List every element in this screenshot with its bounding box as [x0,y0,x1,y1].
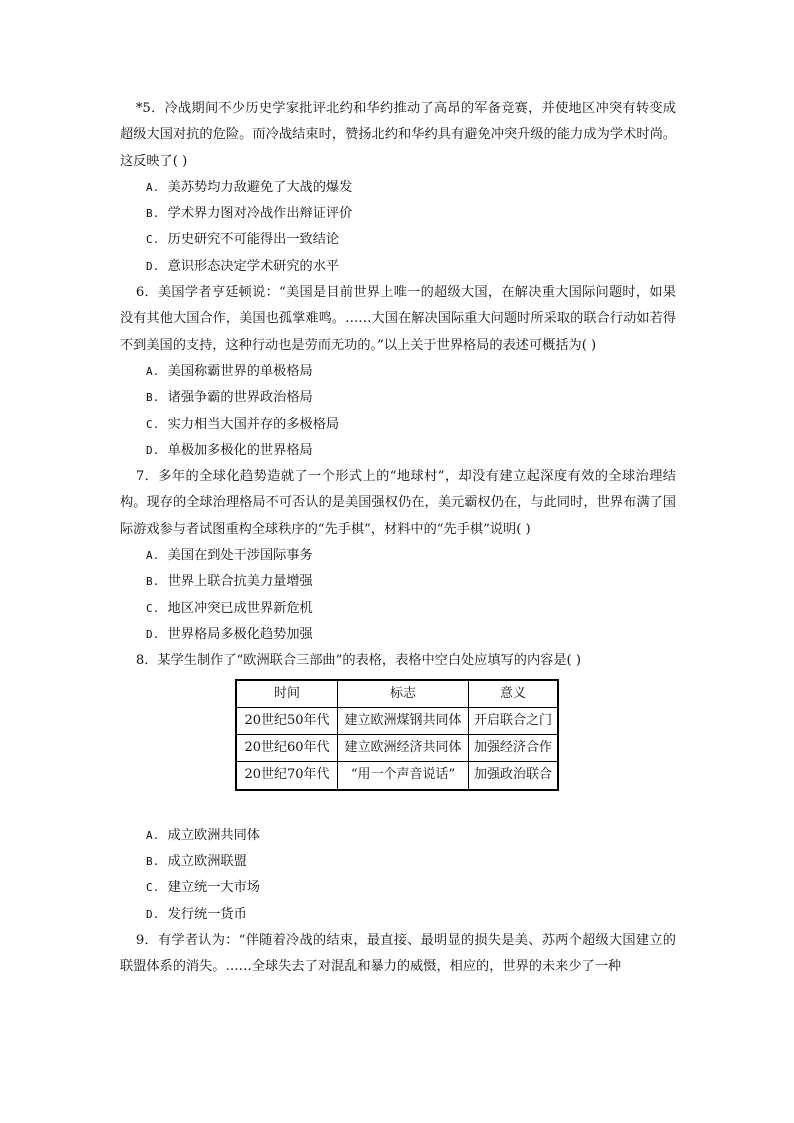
question-8-option-c: C. 建立统一大市场 [146,880,260,896]
question-9 [120,928,676,981]
table-row [236,735,558,762]
question-8-option-a: A. 成立欧洲共同体 [146,827,260,843]
table-cell: 加强政治联合 [469,762,559,790]
question-7-option-d: D. 世界格局多极化趋势加强 [146,626,313,642]
table-cell: 建立欧洲经济共同体 [338,735,469,762]
question-7-option-b: B. 世界上联合抗美力量增强 [146,574,313,590]
table-cell: 20世纪70年代 [236,762,338,790]
question-6-option-a: A. 美国称霸世界的单极格局 [146,363,313,379]
table-cell: “用一个声音说话” [338,762,469,790]
question-8-stem: 8．某学生制作了“欧洲联合三部曲”的表格，表格中空白处应填写的内容是( ) [135,653,581,669]
question-6-stem: 6．美国学者亨廷顿说：“美国是目前世界上唯一的超级大国，在解决重大国际问题时，如果没有其他大国合作，美国也孤掌难鸣。……大国在解决国际重大问题时所采取的联合行动如若得不到美国的支持，这种行动也是劳而无功的。”以上关于世界格局的表述可概括为( ) [120,285,676,353]
question-5 [120,96,676,280]
question-7-option-c: C. 地区冲突已成世界新危机 [146,600,313,616]
question-6 [120,280,676,464]
table-cell: 开启联合之门 [469,707,559,734]
question-6-option-b: B. 诸强争霸的世界政治格局 [146,390,313,406]
europe-integration-table-wrap [235,679,676,791]
question-7-stem: 7．多年的全球化趋势造就了一个形式上的“地球村”，却没有建立起深度有效的全球治理结构。现存的全球治理格局不可否认的是美国强权仍在，美元霸权仍在，与此同时，世界布满了国际游戏参与者试图重构全球秩序的“先手棋”，材料中的“先手棋”说明( ) [120,469,676,537]
table-row [236,762,558,790]
table-header-cell: 意义 [469,680,559,708]
table-cell: 20世纪60年代 [236,735,338,762]
question-8 [120,648,676,928]
question-5-option-d: D. 意识形态决定学术研究的水平 [146,258,340,274]
table-header-cell: 时间 [236,680,338,708]
question-7-option-a: A. 美国在到处干涉国际事务 [146,548,313,564]
question-5-option-b: B. 学术界力图对冷战作出辩证评价 [146,206,353,222]
table-header-row [236,680,558,708]
question-5-option-c: C. 历史研究不可能得出一致结论 [146,232,340,248]
question-7 [120,464,676,648]
question-6-option-c: C. 实力相当大国并存的多极格局 [146,416,340,432]
question-5-stem: *5．冷战期间不少历史学家批评北约和华约推动了高昂的军备竞赛，并使地区冲突有转变成超级大国对抗的危险。而冷战结束时，赞扬北约和华约具有避免冲突升级的能力成为学术时尚。这反映了( ) [120,101,676,169]
table-cell: 20世纪50年代 [236,707,338,734]
question-6-option-d: D. 单极加多极化的世界格局 [146,442,313,458]
question-8-option-b: B. 成立欧洲联盟 [146,854,247,870]
europe-integration-table [235,679,559,791]
table-cell: 加强经济合作 [469,735,559,762]
question-list [120,96,676,981]
spacer [120,791,676,823]
table-row [236,707,558,734]
table-cell: 建立欧洲煤钢共同体 [338,707,469,734]
table-header-cell: 标志 [338,680,469,708]
question-9-stem: 9．有学者认为：“伴随着冷战的结束，最直接、最明显的损失是美、苏两个超级大国建立的联盟体系的消失。……全球失去了对混乱和暴力的威慑，相应的，世界的未来少了一种 [120,932,676,975]
question-8-option-d: D. 发行统一货币 [146,906,247,922]
question-5-option-a: A. 美苏势均力敌避免了大战的爆发 [146,179,353,195]
